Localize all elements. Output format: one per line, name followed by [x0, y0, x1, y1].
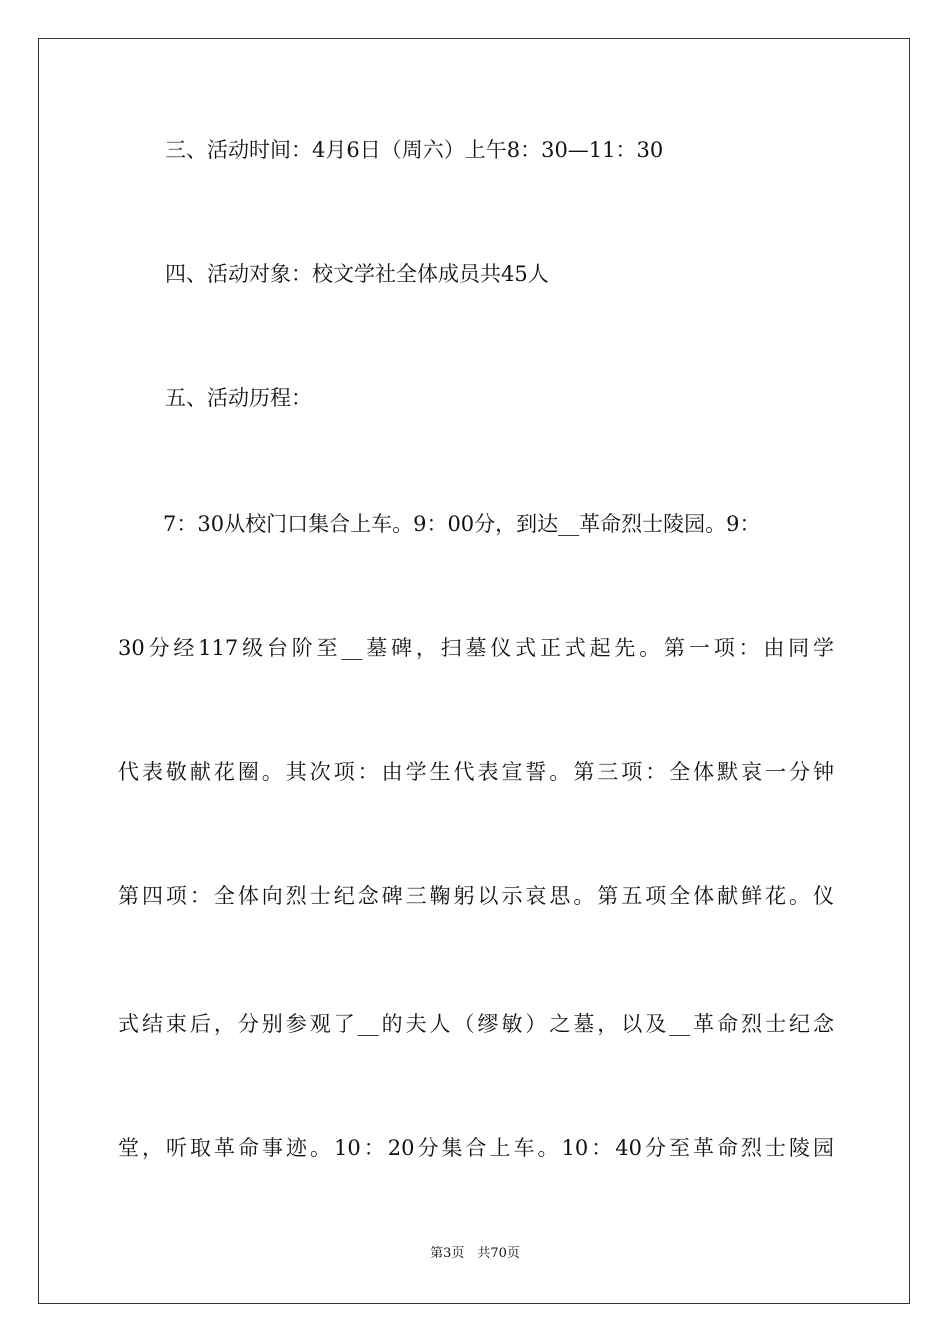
text-line-process-5: 式结束后，分别参观了__的夫人（缪敏）之墓，以及__革命烈士纪念: [118, 1012, 834, 1036]
text-line-process-4: 第四项：全体向烈士纪念碑三鞠躬以示哀思。第五项全体献鲜花。仪: [118, 884, 834, 908]
text-line-activity-time: 三、活动时间：4月6日（周六）上午8：30—11：30: [165, 138, 664, 162]
text-line-process-3: 代表敬献花圈。其次项：由学生代表宣誓。第三项：全体默哀一分钟: [118, 760, 834, 784]
text-line-process-6: 堂，听取革命事迹。10：20分集合上车。10：40分至革命烈士陵园: [118, 1136, 834, 1160]
text-line-process-2: 30分经117级台阶至__墓碑，扫墓仪式正式起先。第一项：由同学: [118, 636, 834, 660]
page-border: [38, 38, 910, 1304]
text-line-process-1: 7：30从校门口集合上车。9：00分，到达__革命烈士陵园。9：: [163, 512, 761, 536]
page-number-footer: 第3页 共70页: [430, 1246, 520, 1261]
text-line-activity-target: 四、活动对象：校文学社全体成员共45人: [165, 262, 549, 286]
text-line-activity-process-heading: 五、活动历程：: [165, 386, 312, 410]
